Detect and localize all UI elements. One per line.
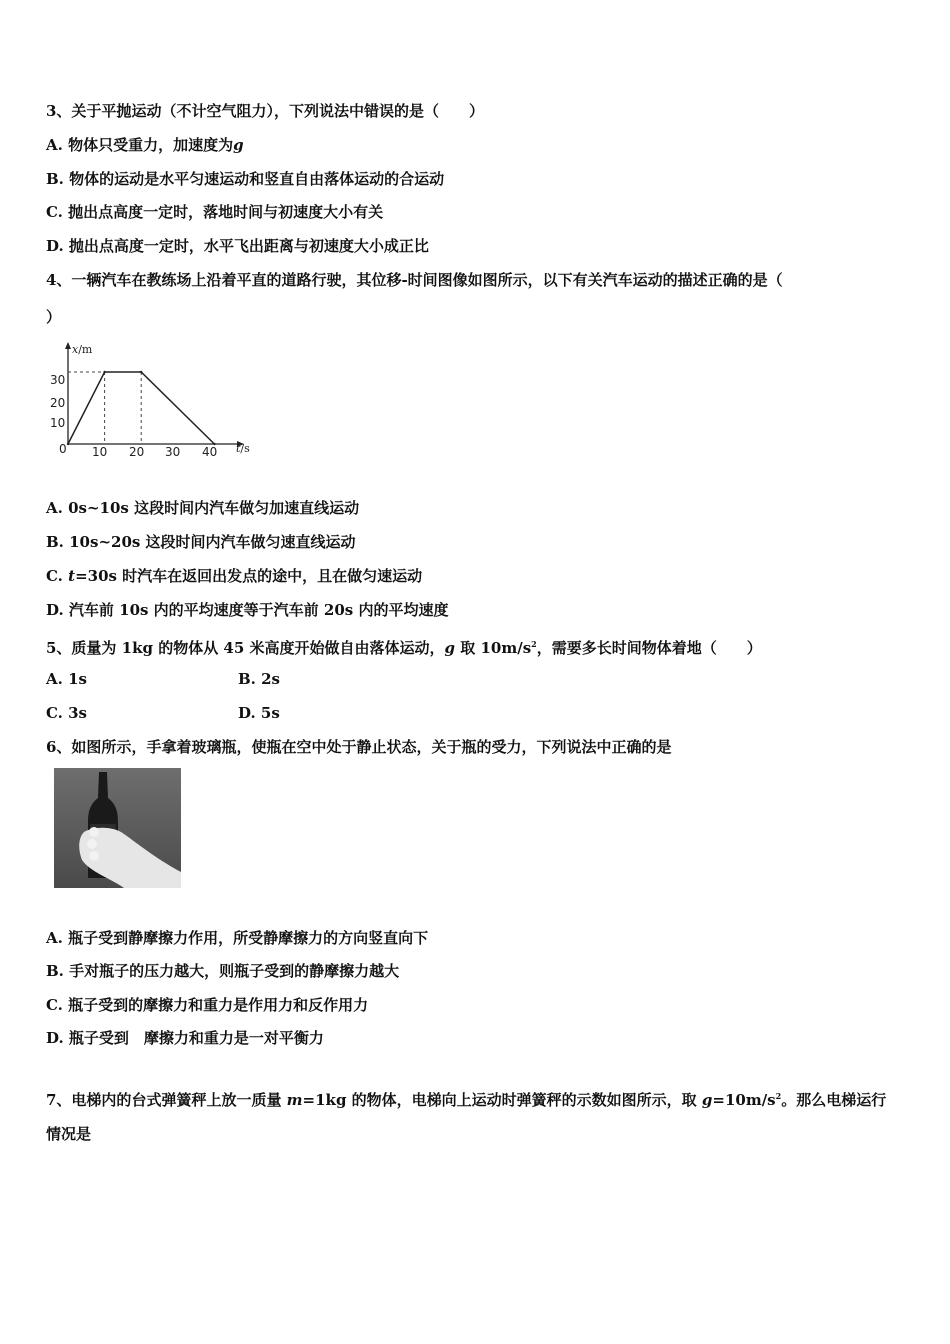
- q7-stem-m: m: [286, 1091, 303, 1109]
- q4-option-c: [46, 566, 422, 586]
- q5-stem-mid: 取 10m/s: [455, 639, 532, 657]
- origin-label: 0: [59, 442, 67, 456]
- x-tick-label: 40: [202, 445, 218, 459]
- q5-stem: [46, 634, 762, 658]
- x-tick-label: 20: [129, 445, 145, 459]
- data-point: [213, 443, 215, 445]
- q7-stem-sup: 2: [775, 1091, 782, 1101]
- q4-stem: 4、一辆汽车在教练场上沿着平直的道路行驶，其位移-时间图像如图所示，以下有关汽车运动的描述正确的是（: [46, 271, 783, 289]
- q7-stem-line2: 情况是: [46, 1125, 92, 1143]
- q3-option-b: B. 物体的运动是水平匀速运动和竖直自由落体运动的合运动: [46, 170, 445, 188]
- y-tick-label: 10: [50, 416, 66, 430]
- q3-option-a: [46, 135, 244, 155]
- q3-option-a-var: g: [233, 136, 244, 154]
- x-axis-label: t/s: [236, 442, 250, 455]
- y-tick-label: 30: [50, 373, 66, 387]
- x-tick-label: 10: [92, 445, 108, 459]
- q6-option-a: A. 瓶子受到静摩擦力作用，所受静摩擦力的方向竖直向下: [46, 929, 429, 947]
- q5-option-a: A. 1s: [46, 670, 87, 688]
- q4-option-c-prefix: C.: [46, 567, 69, 585]
- q6-option-d: D. 瓶子受到 摩擦力和重力是一对平衡力: [46, 1029, 324, 1047]
- q5-option-c: C. 3s: [46, 704, 88, 722]
- x-tick-label: 30: [165, 445, 181, 459]
- position-time-graph: [44, 336, 264, 466]
- y-tick-label: 20: [50, 396, 66, 410]
- q7-stem: [46, 1086, 886, 1110]
- q3-option-d: D. 抛出点高度一定时，水平飞出距离与初速度大小成正比: [46, 237, 429, 255]
- hand-holding-bottle-photo: [54, 768, 181, 888]
- q4-option-a: A. 0s~10s 这段时间内汽车做匀加速直线运动: [46, 499, 360, 517]
- q6-option-b: B. 手对瓶子的压力越大，则瓶子受到的静摩擦力越大: [46, 962, 400, 980]
- q5-option-b: B. 2s: [238, 670, 281, 688]
- q6-option-c: C. 瓶子受到的摩擦力和重力是作用力和反作用力: [46, 996, 369, 1014]
- q4-stem-end: ）: [46, 308, 62, 326]
- y-axis-arrow: [65, 342, 71, 349]
- q7-stem-post: 。那么电梯运行: [781, 1091, 887, 1109]
- q5-stem-pre: 5、质量为 1kg 的物体从 45 米高度开始做自由落体运动，: [46, 639, 445, 657]
- y-axis-label: x/m: [72, 343, 93, 356]
- q7-stem-mid: =1kg 的物体，电梯向上运动时弹簧秤的示数如图所示，取: [302, 1091, 702, 1109]
- data-point: [67, 443, 69, 445]
- q5-option-d: D. 5s: [238, 704, 280, 722]
- q7-stem-g: g: [701, 1091, 713, 1109]
- q4-option-d: D. 汽车前 10s 内的平均速度等于汽车前 20s 内的平均速度: [46, 601, 449, 619]
- q4-option-b: B. 10s~20s 这段时间内汽车做匀速直线运动: [46, 533, 356, 551]
- data-point: [103, 371, 105, 373]
- q5-stem-sup: 2: [531, 639, 537, 649]
- q7-stem-pre: 7、电梯内的台式弹簧秤上放一质量: [46, 1091, 287, 1109]
- q3-option-a-text: A. 物体只受重力，加速度为: [46, 136, 234, 154]
- finger-icon: [87, 839, 97, 849]
- bottle-photo-illustration: [54, 768, 181, 888]
- q6-stem: 6、如图所示，手拿着玻璃瓶，使瓶在空中处于静止状态，关于瓶的受力，下列说法中正确的是: [46, 738, 672, 756]
- finger-icon: [89, 851, 99, 861]
- data-point: [140, 371, 142, 373]
- q4-option-c-var: t: [68, 567, 76, 585]
- q5-stem-var: g: [444, 639, 456, 657]
- q4-option-c-text: =30s 时汽车在返回出发点的途中，且在做匀速运动: [75, 567, 423, 585]
- q7-stem-val: =10m/s: [712, 1091, 776, 1109]
- q3-option-c: C. 抛出点高度一定时，落地时间与初速度大小有关: [46, 203, 384, 221]
- finger-icon: [89, 827, 99, 837]
- q3-stem: 3、关于平抛运动（不计空气阻力），下列说法中错误的是（ ）: [46, 102, 484, 120]
- q5-stem-post: ，需要多长时间物体着地（ ）: [536, 639, 762, 657]
